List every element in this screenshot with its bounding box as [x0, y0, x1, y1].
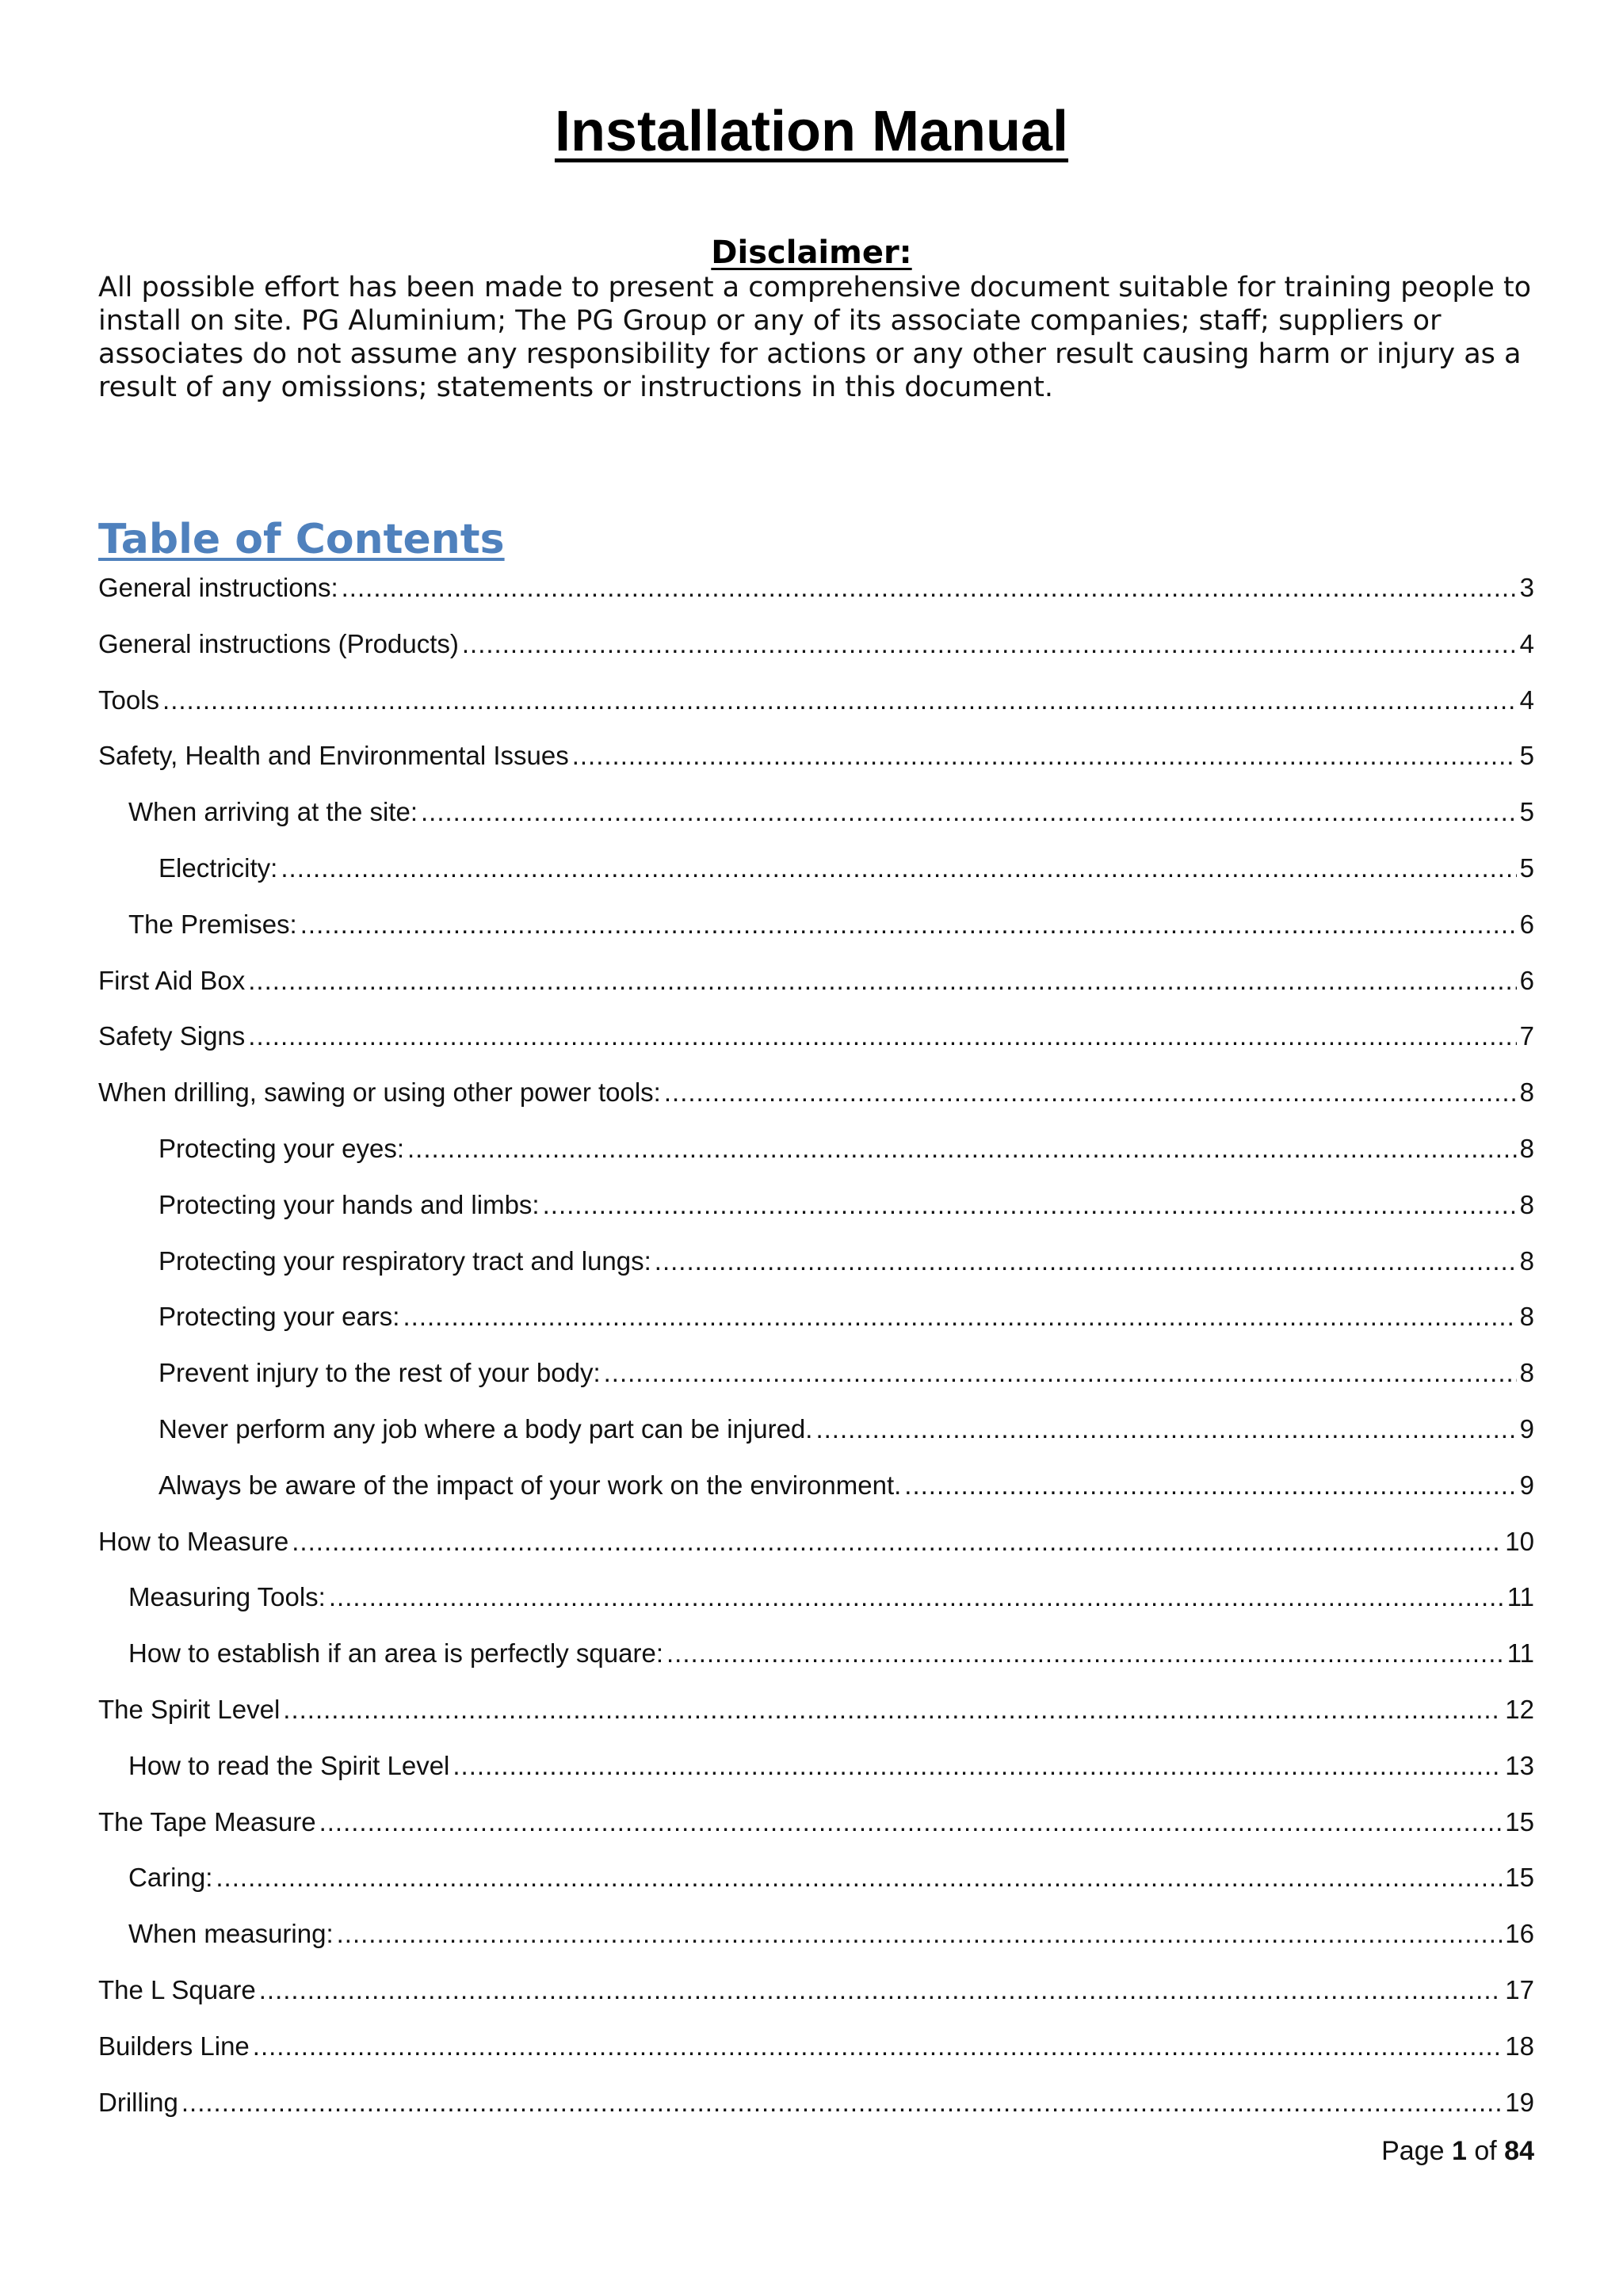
toc-entry-label[interactable]: Prevent injury to the rest of your body: — [158, 1358, 601, 1388]
toc-entry-page-number[interactable]: 11 — [1507, 1582, 1534, 1612]
toc-entry[interactable] — [98, 1912, 1534, 1968]
footer-total-pages: 84 — [1504, 2136, 1534, 2166]
toc-dot-leader — [248, 1014, 1516, 1058]
toc-entry[interactable] — [98, 1014, 1534, 1070]
toc-dot-leader — [253, 2024, 1503, 2069]
toc-entry-label[interactable]: How to establish if an area is perfectly square: — [128, 1638, 664, 1669]
toc-dot-leader — [248, 959, 1516, 1003]
toc-entry[interactable] — [98, 959, 1534, 1015]
table-of-contents — [98, 566, 1534, 2136]
toc-entry-label[interactable]: The Spirit Level — [98, 1694, 281, 1724]
toc-entry[interactable] — [98, 1407, 1534, 1463]
toc-entry-page-number[interactable]: 9 — [1519, 1413, 1534, 1444]
toc-entry-page-number[interactable]: 8 — [1519, 1245, 1534, 1276]
toc-entry-label[interactable]: Drilling — [98, 2087, 178, 2117]
toc-entry-page-number[interactable]: 12 — [1505, 1694, 1534, 1724]
toc-dot-leader — [403, 1295, 1516, 1339]
toc-entry-page-number[interactable]: 6 — [1519, 965, 1534, 995]
toc-entry-page-number[interactable]: 16 — [1505, 1919, 1534, 1949]
toc-dot-leader — [259, 1968, 1503, 2012]
toc-heading-text: Table of Contents — [98, 516, 505, 563]
toc-dot-leader — [329, 1575, 1504, 1619]
toc-entry-page-number[interactable]: 8 — [1519, 1133, 1534, 1163]
toc-entry-label[interactable]: Protecting your hands and limbs: — [158, 1189, 540, 1219]
toc-entry-label[interactable]: How to Measure — [98, 1526, 289, 1556]
toc-dot-leader — [407, 1127, 1517, 1171]
toc-dot-leader — [655, 1239, 1517, 1283]
toc-entry[interactable] — [98, 1239, 1534, 1295]
toc-dot-leader — [462, 622, 1517, 666]
toc-dot-leader — [162, 678, 1517, 723]
toc-entry-page-number[interactable]: 5 — [1519, 797, 1534, 827]
toc-entry-page-number[interactable]: 8 — [1519, 1302, 1534, 1332]
toc-entry-page-number[interactable]: 10 — [1505, 1526, 1534, 1556]
toc-entry-label[interactable]: Tools — [98, 685, 160, 715]
toc-entry-label[interactable]: First Aid Box — [98, 965, 246, 995]
toc-dot-leader — [572, 734, 1517, 778]
toc-entry-page-number[interactable]: 13 — [1505, 1750, 1534, 1780]
toc-entry-label[interactable]: The Tape Measure — [98, 1806, 316, 1836]
disclaimer-heading — [0, 233, 1623, 273]
toc-entry-label[interactable]: Builders Line — [98, 2031, 250, 2061]
toc-entry-page-number[interactable]: 18 — [1505, 2031, 1534, 2061]
toc-entry[interactable] — [98, 1070, 1534, 1127]
toc-dot-leader — [421, 790, 1517, 834]
toc-dot-leader — [453, 1744, 1502, 1788]
toc-entry-label[interactable]: Safety, Health and Environmental Issues — [98, 741, 569, 771]
toc-entry-page-number[interactable]: 8 — [1519, 1077, 1534, 1108]
toc-entry[interactable] — [98, 2081, 1534, 2137]
toc-entry[interactable] — [98, 1744, 1534, 1800]
toc-entry-page-number[interactable]: 19 — [1505, 2087, 1534, 2117]
disclaimer-heading-text: Disclaimer: — [711, 235, 912, 271]
toc-dot-leader — [292, 1520, 1502, 1564]
toc-entry-page-number[interactable]: 4 — [1519, 628, 1534, 658]
toc-entry[interactable] — [98, 1351, 1534, 1407]
toc-entry-page-number[interactable]: 11 — [1507, 1638, 1534, 1669]
toc-entry-label[interactable]: Never perform any job where a body part can be injured. — [158, 1413, 813, 1444]
toc-dot-leader — [337, 1912, 1503, 1956]
toc-entry-label[interactable]: General instructions (Products) — [98, 628, 459, 658]
toc-entry[interactable] — [98, 1855, 1534, 1912]
toc-entry-label[interactable]: General instructions: — [98, 573, 338, 602]
toc-entry-page-number[interactable]: 5 — [1519, 741, 1534, 771]
toc-dot-leader — [319, 1800, 1503, 1844]
toc-entry-page-number[interactable]: 7 — [1519, 1021, 1534, 1051]
toc-entry-label[interactable]: Safety Signs — [98, 1021, 246, 1051]
toc-entry-label[interactable]: When arriving at the site: — [128, 797, 418, 827]
toc-entry[interactable] — [98, 1575, 1534, 1631]
document-title — [0, 93, 1623, 170]
toc-entry[interactable] — [98, 622, 1534, 678]
toc-entry-page-number[interactable]: 8 — [1519, 1189, 1534, 1219]
toc-entry[interactable] — [98, 846, 1534, 902]
toc-entry-label[interactable]: Electricity: — [158, 852, 278, 883]
footer-current-page: 1 — [1451, 2136, 1467, 2166]
toc-entry-page-number[interactable]: 17 — [1505, 1974, 1534, 2004]
toc-entry[interactable] — [98, 1295, 1534, 1351]
toc-entry[interactable] — [98, 1968, 1534, 2024]
toc-entry-page-number[interactable]: 15 — [1505, 1806, 1534, 1836]
toc-entry[interactable] — [98, 2024, 1534, 2081]
toc-entry[interactable] — [98, 790, 1534, 846]
toc-entry-label[interactable]: How to read the Spirit Level — [128, 1750, 450, 1780]
toc-entry-label[interactable]: When drilling, sawing or using other power tools: — [98, 1077, 661, 1108]
footer-page-word: Page — [1381, 2136, 1445, 2166]
toc-dot-leader — [300, 902, 1517, 947]
toc-dot-leader — [216, 1855, 1502, 1900]
toc-entry[interactable] — [98, 678, 1534, 734]
toc-entry[interactable] — [98, 1631, 1534, 1688]
toc-dot-leader — [666, 1631, 1504, 1676]
toc-entry-page-number[interactable]: 8 — [1519, 1358, 1534, 1388]
toc-dot-leader — [604, 1351, 1517, 1395]
toc-entry[interactable] — [98, 902, 1534, 959]
disclaimer-body: All possible effort has been made to present a comprehensive document suitable for training people to install on site. PG Aluminium; The PG Group or any of its associate companies; staff; suppliers or associates do not assume any responsibility for actions or any other result causing harm or injury as a result of any omissions; statements or instructions in this document. — [98, 272, 1532, 403]
toc-entry[interactable] — [98, 1800, 1534, 1856]
toc-entry[interactable] — [98, 1183, 1534, 1239]
toc-entry-label[interactable]: Protecting your eyes: — [158, 1133, 404, 1163]
toc-entry-page-number[interactable]: 5 — [1519, 852, 1534, 883]
toc-dot-leader — [815, 1407, 1516, 1451]
toc-dot-leader — [904, 1463, 1516, 1508]
toc-entry[interactable] — [98, 1463, 1534, 1520]
toc-entry-label[interactable]: The L Square — [98, 1974, 256, 2004]
toc-entry-page-number[interactable]: 9 — [1519, 1470, 1534, 1500]
toc-entry-label[interactable]: Protecting your respiratory tract and lungs: — [158, 1245, 651, 1276]
toc-entry-page-number[interactable]: 3 — [1519, 573, 1534, 602]
toc-entry[interactable] — [98, 1688, 1534, 1744]
toc-entry-label[interactable]: Measuring Tools: — [128, 1582, 326, 1612]
toc-entry-label[interactable]: Caring: — [128, 1863, 213, 1893]
page-number-footer — [1381, 2131, 1534, 2171]
toc-entry-label[interactable]: Protecting your ears: — [158, 1302, 400, 1332]
toc-entry-page-number[interactable]: 15 — [1505, 1863, 1534, 1893]
toc-entry-label[interactable]: When measuring: — [128, 1919, 334, 1949]
toc-dot-leader — [181, 2081, 1502, 2125]
toc-entry-label[interactable]: Always be aware of the impact of your work on the environment. — [158, 1470, 902, 1500]
toc-dot-leader — [283, 1688, 1502, 1732]
toc-entry-page-number[interactable]: 6 — [1519, 909, 1534, 939]
toc-dot-leader — [543, 1183, 1517, 1227]
footer-of-word: of — [1474, 2136, 1497, 2166]
toc-entry[interactable] — [98, 1520, 1534, 1576]
document-title-text: Installation Manual — [554, 100, 1069, 163]
toc-dot-leader — [281, 846, 1516, 891]
toc-entry[interactable] — [98, 734, 1534, 790]
toc-entry-page-number[interactable]: 4 — [1519, 685, 1534, 715]
toc-heading — [98, 512, 505, 567]
toc-dot-leader — [664, 1070, 1517, 1115]
toc-dot-leader — [342, 566, 1517, 610]
toc-entry-label[interactable]: The Premises: — [128, 909, 297, 939]
toc-entry[interactable] — [98, 566, 1534, 622]
toc-entry[interactable] — [98, 1127, 1534, 1183]
